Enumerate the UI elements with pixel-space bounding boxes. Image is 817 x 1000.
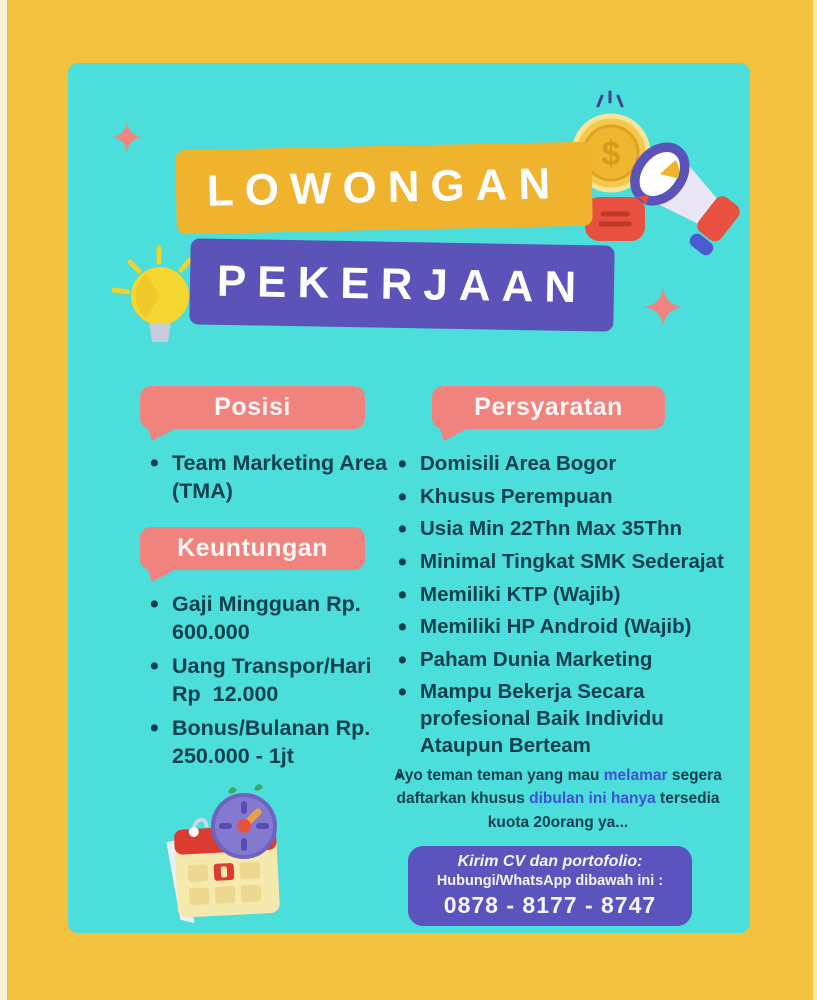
keuntungan-heading-label: Keuntungan [177, 534, 328, 562]
note-text-segment-highlight: dibulan ini hanya [529, 790, 656, 808]
title-line1: LOWONGAN [206, 159, 562, 216]
sparkle-ticks-icon [590, 86, 632, 112]
section-heading-persyaratan [432, 386, 665, 429]
persyaratan-list [396, 451, 741, 765]
list-item: • Bonus/Bulanan Rp. 250.000 - 1jt [148, 715, 398, 771]
note-text-segment: tersedia kuota 20orang ya... [487, 790, 720, 831]
list-item: • Uang Transpor/Hari Rp 12.000 [148, 653, 398, 709]
svg-text:$: $ [601, 135, 621, 173]
title-banner-lowongan [175, 142, 593, 235]
title-banner-pekerjaan [189, 238, 614, 331]
list-item: • Usia Min 22Thn Max 35Thn [396, 516, 741, 543]
list-item: • Paham Dunia Marketing [396, 647, 741, 674]
list-item: • Memiliki HP Android (Wajib) [396, 614, 741, 641]
keuntungan-list [148, 591, 398, 777]
clock-icon [213, 784, 275, 857]
note-text-segment: segera daftarkan khusus [396, 767, 722, 808]
list-item: • Mampu Bekerja Secara profesional Baik Individu Ataupun Berteam [396, 679, 741, 759]
contact-line2: Hubungi/WhatsApp dibawah ini : [436, 873, 664, 889]
note-text-segment-highlight: melamar [603, 767, 668, 784]
contact-box [408, 846, 692, 926]
title-line2: PEKERJAAN [216, 256, 588, 313]
list-item: • Khusus Perempuan [396, 484, 741, 511]
list-item: • Minimal Tingkat SMK Sederajat [396, 549, 741, 576]
right-edge-strip [813, 0, 817, 1000]
section-heading-keuntungan [140, 527, 365, 570]
list-item: • Team Marketing Area (TMA) [148, 450, 398, 506]
contact-line1: Kirim CV dan portofolio: [457, 853, 643, 870]
list-item: • Gaji Mingguan Rp. 600.000 [148, 591, 398, 647]
registration-note [390, 764, 726, 834]
calendar-icon [134, 778, 292, 936]
list-item: • Domisili Area Bogor [396, 451, 741, 478]
left-edge-strip [0, 0, 7, 1000]
speech-bubble-icon [583, 191, 649, 243]
posisi-heading-label: Posisi [214, 393, 291, 421]
section-heading-posisi [140, 386, 365, 429]
sparkle-icon [112, 122, 142, 152]
sparkle-icon [644, 288, 682, 326]
note-text-segment: Ayo teman teman yang mau [394, 767, 604, 784]
list-item: • Memiliki KTP (Wajib) [396, 582, 741, 609]
persyaratan-heading-label: Persyaratan [474, 393, 623, 421]
whatsapp-phone-number: 0878 - 8177 - 8747 [443, 892, 657, 918]
posisi-list [148, 450, 398, 512]
